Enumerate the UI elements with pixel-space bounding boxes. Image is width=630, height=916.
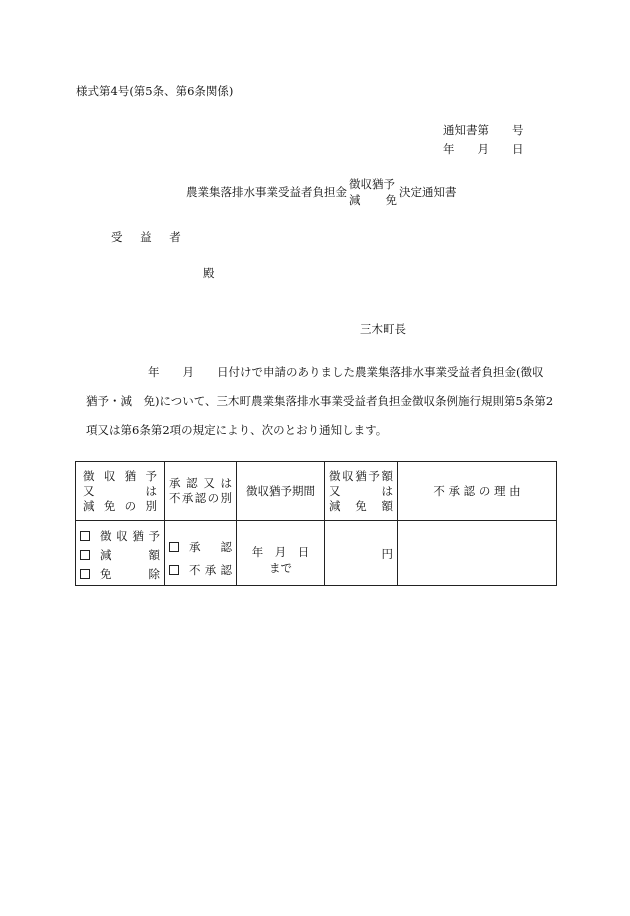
checkbox-icon[interactable]: [80, 569, 90, 579]
header-period: 徴収猶予期間: [237, 462, 325, 521]
header-amount-line1: 徴収猶予額: [329, 468, 393, 483]
period-cell[interactable]: [237, 521, 325, 586]
notice-body: [86, 358, 554, 445]
checkbox-icon[interactable]: [169, 565, 179, 575]
header-approval-line2: 不承認の別: [169, 491, 232, 505]
amount-unit: 円: [381, 546, 393, 561]
approval-option-disapprove[interactable]: 不承認: [169, 559, 232, 582]
amount-cell[interactable]: [325, 521, 398, 586]
checkbox-icon[interactable]: [80, 531, 90, 541]
title-stack-top: 徴収猶予: [349, 177, 395, 191]
document-title: [186, 176, 457, 208]
title-stack-bottom: 減 免: [349, 193, 397, 207]
header-amount-line2: 又は: [329, 483, 393, 498]
title-stack: [349, 176, 397, 208]
checkbox-icon[interactable]: [80, 550, 90, 560]
type-option-exemption[interactable]: 免 除: [80, 565, 160, 584]
reason-cell[interactable]: [398, 521, 557, 586]
header-type: [76, 462, 165, 521]
recipient-label: 受 益 者: [111, 230, 188, 244]
sender-name: 三木町長: [360, 322, 406, 336]
header-amount-line3: 減免額: [329, 498, 393, 513]
title-before: 農業集落排水事業受益者負担金: [186, 185, 347, 199]
notice-date: 年 月 日: [443, 142, 524, 156]
header-type-line2: 又は: [83, 483, 157, 498]
header-type-line1: 徴収猶予: [83, 468, 157, 483]
type-option-reduction[interactable]: 減 額: [80, 546, 160, 565]
title-after: 決定通知書: [399, 185, 457, 199]
recipient-honorific: 殿: [203, 266, 215, 280]
checkbox-icon[interactable]: [169, 542, 179, 552]
period-until: まで: [269, 561, 292, 575]
approval-option-approve[interactable]: 承 認: [169, 536, 232, 559]
form-number: 様式第4号(第5条、第6条関係): [76, 84, 234, 98]
decision-table: [75, 461, 557, 586]
table-header-row: [76, 462, 557, 521]
header-amount: [325, 462, 398, 521]
type-option-deferral[interactable]: 徴収猶予: [80, 527, 160, 546]
period-date: 年 月 日: [251, 545, 310, 559]
type-options-cell: [76, 521, 165, 586]
header-reason: 不 承 認 の 理 由: [398, 462, 557, 521]
notice-number: 通知書第 号: [443, 123, 524, 137]
header-approval: [165, 462, 237, 521]
header-type-line3: 減免の別: [83, 498, 157, 513]
header-approval-line1: 承認又は: [169, 476, 232, 490]
table-row: [76, 521, 557, 586]
notice-body-text: 年 月 日付けで申請のありました農業集落排水事業受益者負担金(徴収猶予・減 免)について、三木町農業集落排水事業受益者負担金徴収条例施行規則第5条第2項又は第6条第2項の規定により、次のとおり通知します。: [86, 365, 554, 437]
approval-options-cell: [165, 521, 237, 586]
